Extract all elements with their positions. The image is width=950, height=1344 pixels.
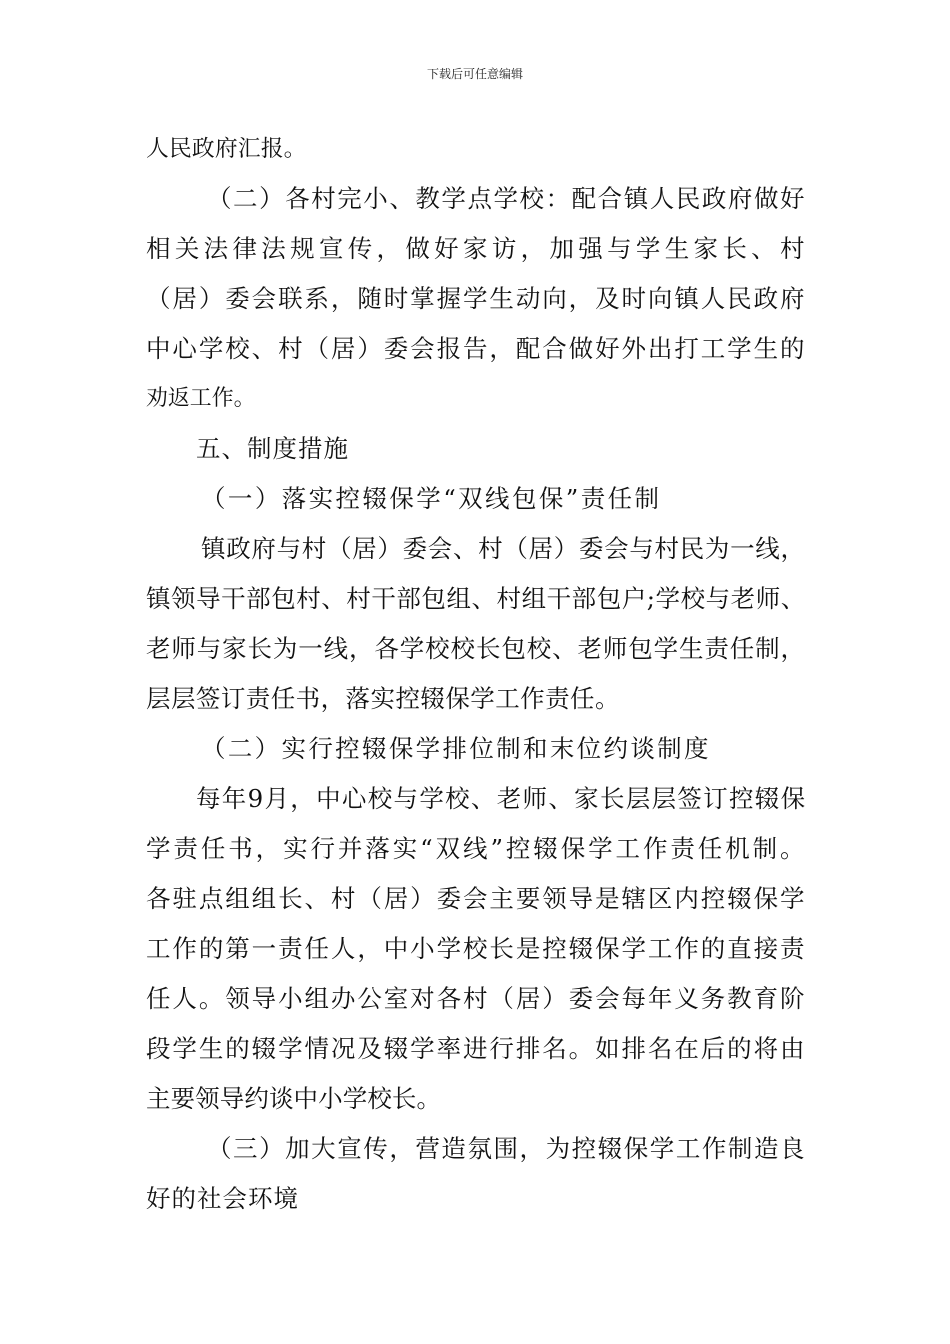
text-line: （二）各村完小、教学点学校：配合镇人民政府做好	[207, 184, 807, 213]
text-line: 工作的第一责任人，中小学校长是控辍保学工作的直接责	[146, 934, 807, 963]
text-line: 任人。领导小组办公室对各村（居）委会每年义务教育阶	[146, 984, 807, 1013]
text-line: 人民政府汇报。	[146, 136, 307, 162]
text-line: （居）委会联系，随时掌握学生动向，及时向镇人民政府	[146, 284, 807, 313]
text-line: 相关法律法规宣传，做好家访，加强与学生家长、村	[146, 234, 809, 263]
text-line: 层层签订责任书，落实控辍保学工作责任。	[146, 684, 620, 713]
text-line: 中心学校、村（居）委会报告，配合做好外出打工学生的	[146, 334, 807, 363]
text-line: 每年9月，中心校与学校、老师、家长层层签订控辍保	[196, 784, 807, 813]
text-line: 老师与家长为一线，各学校校长包校、老师包学生责任制，	[146, 634, 806, 663]
text-line: 段学生的辍学情况及辍学率进行排名。如排名在后的将由	[146, 1034, 807, 1063]
text-line: 学责任书，实行并落实“双线”控辍保学工作责任机制。	[146, 834, 808, 863]
page-header: 下载后可任意编辑	[426, 67, 523, 81]
text-line: 好的社会环境	[146, 1184, 299, 1213]
section-heading: 五、制度措施	[196, 434, 349, 463]
subsection-heading: （三）加大宣传，营造氛围，为控辍保学工作制造良	[207, 1134, 807, 1163]
subsection-heading: （二）实行控辍保学排位制和末位约谈制度	[201, 734, 711, 763]
text-line: 各驻点组组长、村（居）委会主要领导是辖区内控辍保学	[146, 884, 807, 913]
text-line: 镇政府与村（居）委会、村（居）委会与村民为一线，	[201, 534, 806, 563]
text-line: 劝返工作。	[146, 386, 256, 411]
text-line: 镇领导干部包村、村干部包组、村组干部包户;学校与老师、	[146, 584, 806, 613]
text-line: 主要领导约谈中小学校长。	[146, 1084, 442, 1113]
subsection-heading: （一）落实控辍保学“双线包保”责任制	[201, 484, 662, 513]
